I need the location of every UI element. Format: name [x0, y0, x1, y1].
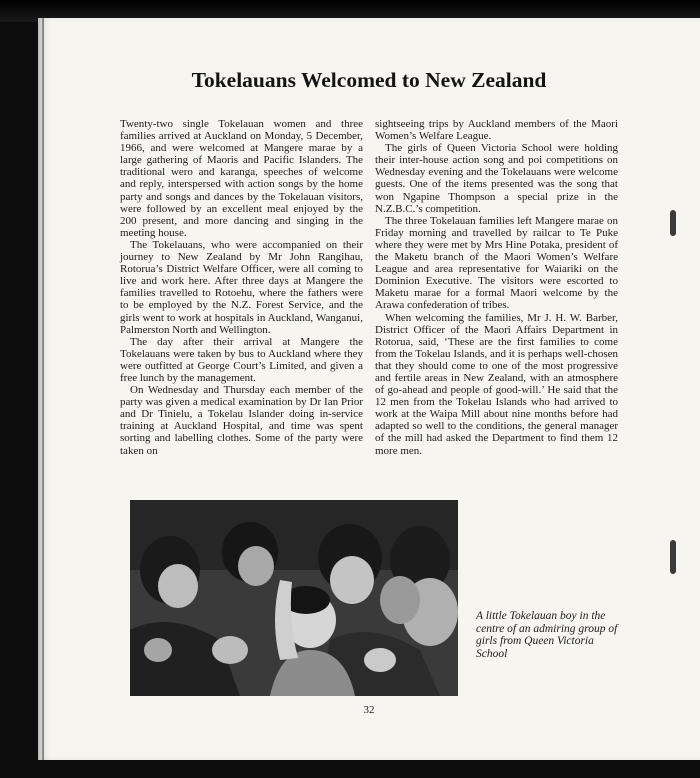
- page-title: Tokelauans Welcomed to New Zealand: [191, 68, 547, 92]
- left-paragraph-2: The Tokelauans, who were accompanied on their journey to New Zealand by Mr John Rangihau, Rotorua’s District Welfare Officer, were all coming to live and work here. After three days at Mangere the families travelled to Rotoehu, where the fathers were to be employed by the N.Z. Forest Service, and the girls went to work at hospitals in Auckland, Wanganui, Palmerston North and Wellington.: [120, 238, 363, 336]
- binding-hole-mark: [670, 210, 676, 236]
- right-paragraph-1: sightseeing trips by Auckland members of the Maori Women’s Welfare League.: [375, 118, 618, 143]
- article-right-column: [375, 118, 618, 457]
- group-photograph: [130, 500, 458, 696]
- left-paragraph-3: The day after their arrival at Mangere the Tokelauans were taken by bus to Auckland where they were outfitted at George Court’s Limited, and given a free lunch by the management.: [120, 335, 363, 384]
- article-left-column: [120, 118, 363, 457]
- photo-caption: A little Tokelauan boy in the centre of an admiring group of girls from Queen Victoria School: [476, 610, 618, 660]
- document-page: [38, 18, 700, 760]
- right-paragraph-4: When welcoming the families, Mr J. H. W. Barber, District Officer of the Maori Affairs Department in Rotorua, said, ‘These are the first families to come from the Tokelau Islands, and it is perhaps well-chosen that they should come to one of the most progressive and fertile areas in New Zealand, with an atmosphere of go-ahead and people of good-will.’ He said that the 12 men from the Tokelau Islands who had arrived to work at the Waipa Mill about nine months before had adapted so well to the conditions, the general manager of the mill had asked the Department to find them 12 more men.: [375, 311, 618, 457]
- binding-hole-mark: [670, 540, 676, 574]
- page-number: 32: [363, 704, 375, 716]
- right-paragraph-3: The three Tokelauan families left Mangere marae on Friday morning and travelled by railcar to Te Puke where they were met by Mrs Hine Potaka, president of the Maketu branch of the Maori Women’s Welfare League and area representative for Waiariki on the Dominion Executive. The visitors were escorted to Maketu marae for a formal Maori welcome by the Arawa confederation of tribes.: [375, 214, 618, 312]
- left-paragraph-4: On Wednesday and Thursday each member of the party was given a medical examination by Dr Ian Prior and Dr Tinielu, a Tokelau Islander doing in-service training at Auckland Hospital, and time was spent sorting and labelling clothes. Some of the party were taken on: [120, 384, 363, 457]
- page-gutter-rule: [42, 18, 44, 760]
- photo-illustration: [130, 500, 458, 696]
- left-paragraph-1: Twenty-two single Tokelauan women and three families arrived at Auckland on Monday, 5 December, 1966, and were welcomed at Mangere marae by a large gathering of Maoris and Pacific Islanders. The traditional wero and karanga, speeches of welcome and reply, interspersed with action songs by the home party and songs and dances by the Tokelauan visitors, were followed by an excellent meal enjoyed by the 200 present, and more dancing and singing in the meeting house.: [120, 118, 363, 239]
- right-paragraph-2: The girls of Queen Victoria School were holding their inter-house action song and poi competitions on Wednesday evening and the Tokelauans were welcome guests. One of the items presented was the song that won Ngapine Thompson a special prize in the N.Z.B.C.’s competition.: [375, 142, 618, 215]
